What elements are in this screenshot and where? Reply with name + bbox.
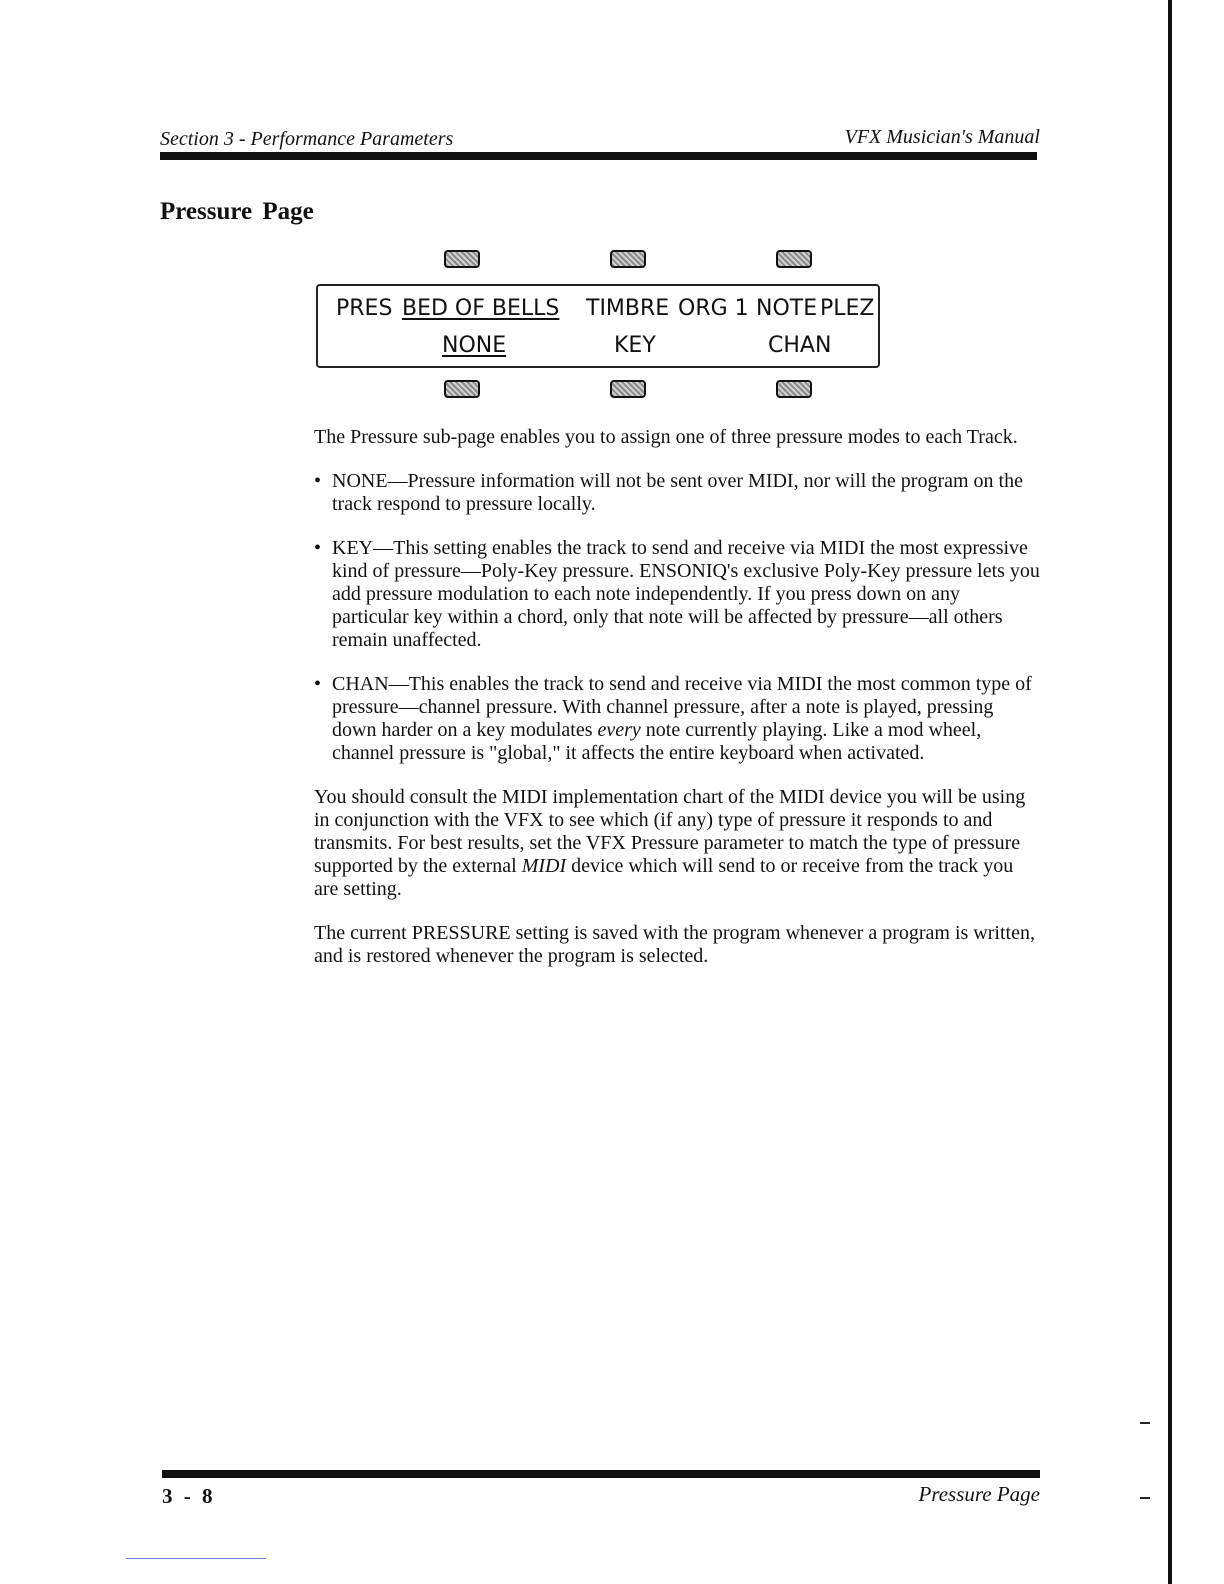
lcd-display [316, 284, 880, 368]
page-edge-line [1168, 0, 1172, 1584]
display-note-value: PLEZ [820, 296, 875, 321]
edge-mark [1140, 1422, 1150, 1424]
soft-button-bottom-2[interactable] [610, 380, 646, 398]
page-number: 3 - 8 [162, 1484, 213, 1508]
display-timbre-value: ORG 1 [678, 296, 749, 321]
bullet-chan [314, 673, 1040, 765]
emphasis-every: every [597, 719, 641, 741]
display-option-chan: CHAN [768, 333, 832, 358]
bullet-key [314, 537, 1040, 652]
consult-paragraph [314, 786, 1040, 901]
bullet-key-text: KEY—This setting enables the track to send and receive via MIDI the most expressive kind of pressure—Poly-Key pressure. ENSONIQ's exclusive Poly-Key pressure lets you add pressure modulation to each note independently. If you press down on any particular key within a chord, only that note will be affected by pressure—all others remain unaffected. [332, 537, 1040, 651]
display-note-label: NOTE [756, 296, 818, 321]
bullet-chan-text [332, 673, 1032, 764]
soft-button-top-1[interactable] [444, 250, 480, 268]
consult-text-a: You should consult the MIDI implementation chart of the MIDI device you will be using in conjunction with the VFX to see which (if any) type of pressure it responds to and transmits. For best results, set the VFX Pressure parameter to match the type of pressure supported by the external [314, 786, 1026, 877]
bullet-marker: • [314, 537, 322, 559]
soft-button-bottom-1[interactable] [444, 380, 480, 398]
soft-button-top-2[interactable] [610, 250, 646, 268]
consult-text-b: device which will send to or receive from the track you are setting. [314, 855, 1014, 900]
footer-rule [162, 1470, 1040, 1478]
header-section: Section 3 - Performance Parameters [160, 128, 454, 150]
bullet-chan-text-b: note currently playing. Like a mod wheel, channel pressure is "global," it affects the entire keyboard when activated. [332, 719, 982, 764]
header-manual-title: VFX Musician's Manual [844, 126, 1040, 148]
bullet-marker: • [314, 470, 322, 492]
soft-button-bottom-3[interactable] [776, 380, 812, 398]
emphasis-midi: MIDI [521, 855, 567, 877]
bullet-chan-text-a: CHAN—This enables the track to send and receive via MIDI the most common type of pressure—channel pressure. With channel pressure, after a note is played, pressing down harder on a key modulates [332, 673, 1032, 741]
saved-paragraph: The current PRESSURE setting is saved with the program whenever a program is written, and is restored whenever the program is selected. [314, 922, 1035, 967]
page-title: Pressure Page [160, 198, 314, 225]
bullet-none [314, 470, 1040, 516]
edge-mark [1140, 1497, 1150, 1499]
display-option-key: KEY [614, 333, 656, 358]
scan-artifact-line [126, 1558, 266, 1559]
bullet-marker: • [314, 673, 322, 695]
display-option-none: NONE [442, 333, 507, 358]
display-program-name: BED OF BELLS [402, 296, 560, 321]
header-rule [160, 152, 1037, 160]
soft-button-top-3[interactable] [776, 250, 812, 268]
intro-paragraph: The Pressure sub-page enables you to assign one of three pressure modes to each Track. [314, 426, 1018, 448]
body-text [314, 426, 1040, 989]
display-pres-label: PRES [336, 296, 393, 321]
display-timbre-label: TIMBRE [586, 296, 670, 321]
footer-page-name: Pressure Page [918, 1482, 1040, 1506]
bullet-none-text: NONE—Pressure information will not be sent over MIDI, nor will the program on the track respond to pressure locally. [332, 470, 1023, 515]
